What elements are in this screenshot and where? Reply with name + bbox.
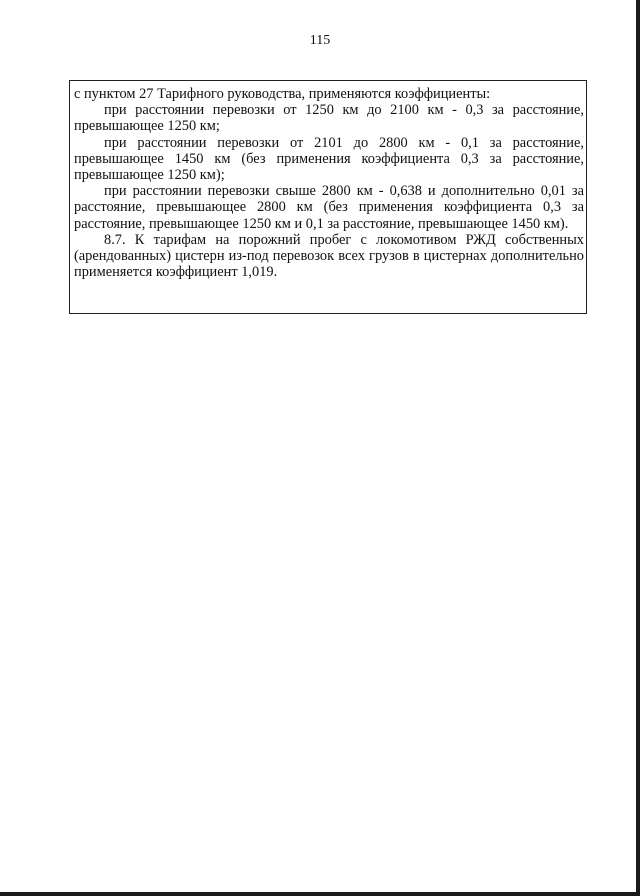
paragraph-range-1250-2100: при расстоянии перевозки от 1250 км до 2100 км - 0,3 за расстояние, превышающее 1250 км; [74,102,584,135]
paragraph-intro: с пунктом 27 Тарифного руководства, применяются коэффициенты: [74,86,491,102]
paragraph-8-7: 8.7. К тарифам на порожний пробег с локомотивом РЖД собственных (арендованных) цистерн из-под перевозок всех грузов в цистернах дополнительно применяется коэффициент 1,019. [74,231,584,281]
bordered-text-block [69,80,587,314]
scan-edge-right [636,0,640,896]
scan-edge-bottom [0,892,640,896]
page-number: 115 [309,33,331,48]
paragraph-over-2800: при расстоянии перевозки свыше 2800 км - 0,638 и дополнительно 0,01 за расстояние, превышающее 2800 км (без применения коэффициента 0,3 за расстояние, превышающее 1250 км и 0,1 за расстояние, превышающее 1450 км). [74,183,584,232]
paragraph-range-2101-2800: при расстоянии перевозки от 2101 до 2800 км - 0,1 за расстояние, превышающее 1450 км (без применения коэффициента 0,3 за расстояние, превышающее 1250 км); [74,134,584,184]
